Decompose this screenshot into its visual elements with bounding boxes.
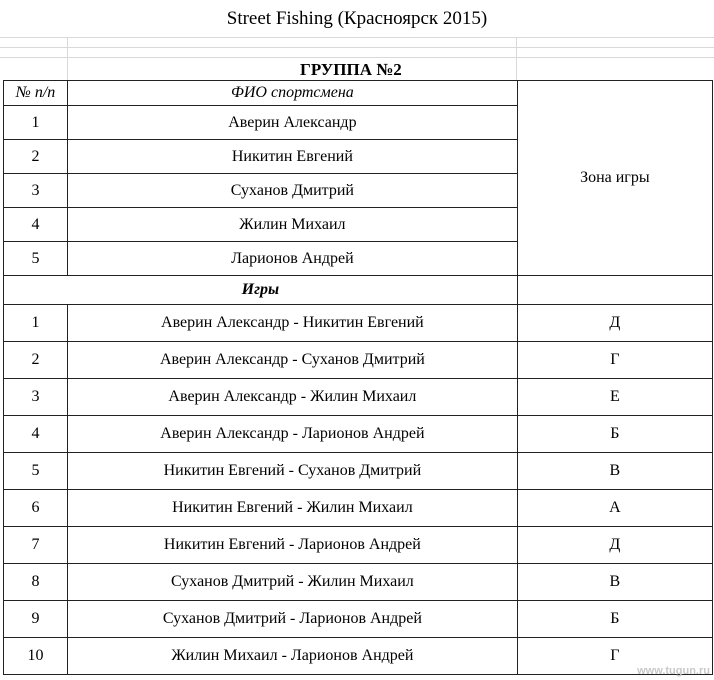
game-num: 3 (4, 379, 68, 416)
game-row (4, 342, 713, 379)
schedule-table (3, 80, 713, 675)
game-match: Аверин Александр - Жилин Михаил (68, 379, 518, 416)
game-zone: Е (517, 379, 712, 416)
game-num: 2 (4, 342, 68, 379)
game-row (4, 638, 713, 675)
game-match: Никитин Евгений - Суханов Дмитрий (68, 453, 518, 490)
game-match: Суханов Дмитрий - Ларионов Андрей (68, 601, 518, 638)
page-title: Street Fishing (Красноярск 2015) (226, 8, 488, 29)
game-num: 4 (4, 416, 68, 453)
watermark: www.tugun.ru (637, 665, 710, 677)
game-match: Никитин Евгений - Жилин Михаил (68, 490, 518, 527)
game-match: Суханов Дмитрий - Жилин Михаил (68, 564, 518, 601)
game-match: Аверин Александр - Никитин Евгений (68, 305, 518, 342)
game-match: Жилин Михаил - Ларионов Андрей (68, 638, 518, 675)
participant-name: Никитин Евгений (68, 140, 518, 174)
participant-num: 5 (4, 242, 68, 276)
game-num: 1 (4, 305, 68, 342)
game-match: Аверин Александр - Суханов Дмитрий (68, 342, 518, 379)
game-zone: Г (517, 342, 712, 379)
participant-name: Суханов Дмитрий (68, 174, 518, 208)
game-zone: Д (517, 527, 712, 564)
game-row (4, 453, 713, 490)
participant-num: 1 (4, 106, 68, 140)
participant-num: 4 (4, 208, 68, 242)
participant-num: 3 (4, 174, 68, 208)
game-num: 10 (4, 638, 68, 675)
game-match: Никитин Евгений - Ларионов Андрей (68, 527, 518, 564)
game-zone: В (517, 564, 712, 601)
game-row (4, 564, 713, 601)
game-row (4, 601, 713, 638)
header-name: ФИО спортсмена (68, 81, 518, 106)
game-num: 5 (4, 453, 68, 490)
participant-name: Жилин Михаил (68, 208, 518, 242)
participant-num: 2 (4, 140, 68, 174)
game-num: 9 (4, 601, 68, 638)
games-header-row (4, 276, 713, 305)
game-zone: Г (517, 638, 712, 675)
game-zone: В (517, 453, 712, 490)
participant-name: Аверин Александр (68, 106, 518, 140)
games-zone-blank (517, 276, 712, 305)
game-row (4, 379, 713, 416)
group-title: ГРУППА №2 (300, 60, 402, 79)
game-zone: А (517, 490, 712, 527)
header-zone: Зона игры (517, 81, 712, 276)
game-match: Аверин Александр - Ларионов Андрей (68, 416, 518, 453)
game-num: 7 (4, 527, 68, 564)
game-num: 8 (4, 564, 68, 601)
game-zone: Д (517, 305, 712, 342)
participant-name: Ларионов Андрей (68, 242, 518, 276)
games-label: Игры (4, 276, 518, 305)
header-num: № п/п (4, 81, 68, 106)
game-zone: Б (517, 416, 712, 453)
game-zone: Б (517, 601, 712, 638)
game-row (4, 527, 713, 564)
game-num: 6 (4, 490, 68, 527)
game-row (4, 305, 713, 342)
game-row (4, 490, 713, 527)
game-row (4, 416, 713, 453)
table-header-row (4, 81, 713, 106)
